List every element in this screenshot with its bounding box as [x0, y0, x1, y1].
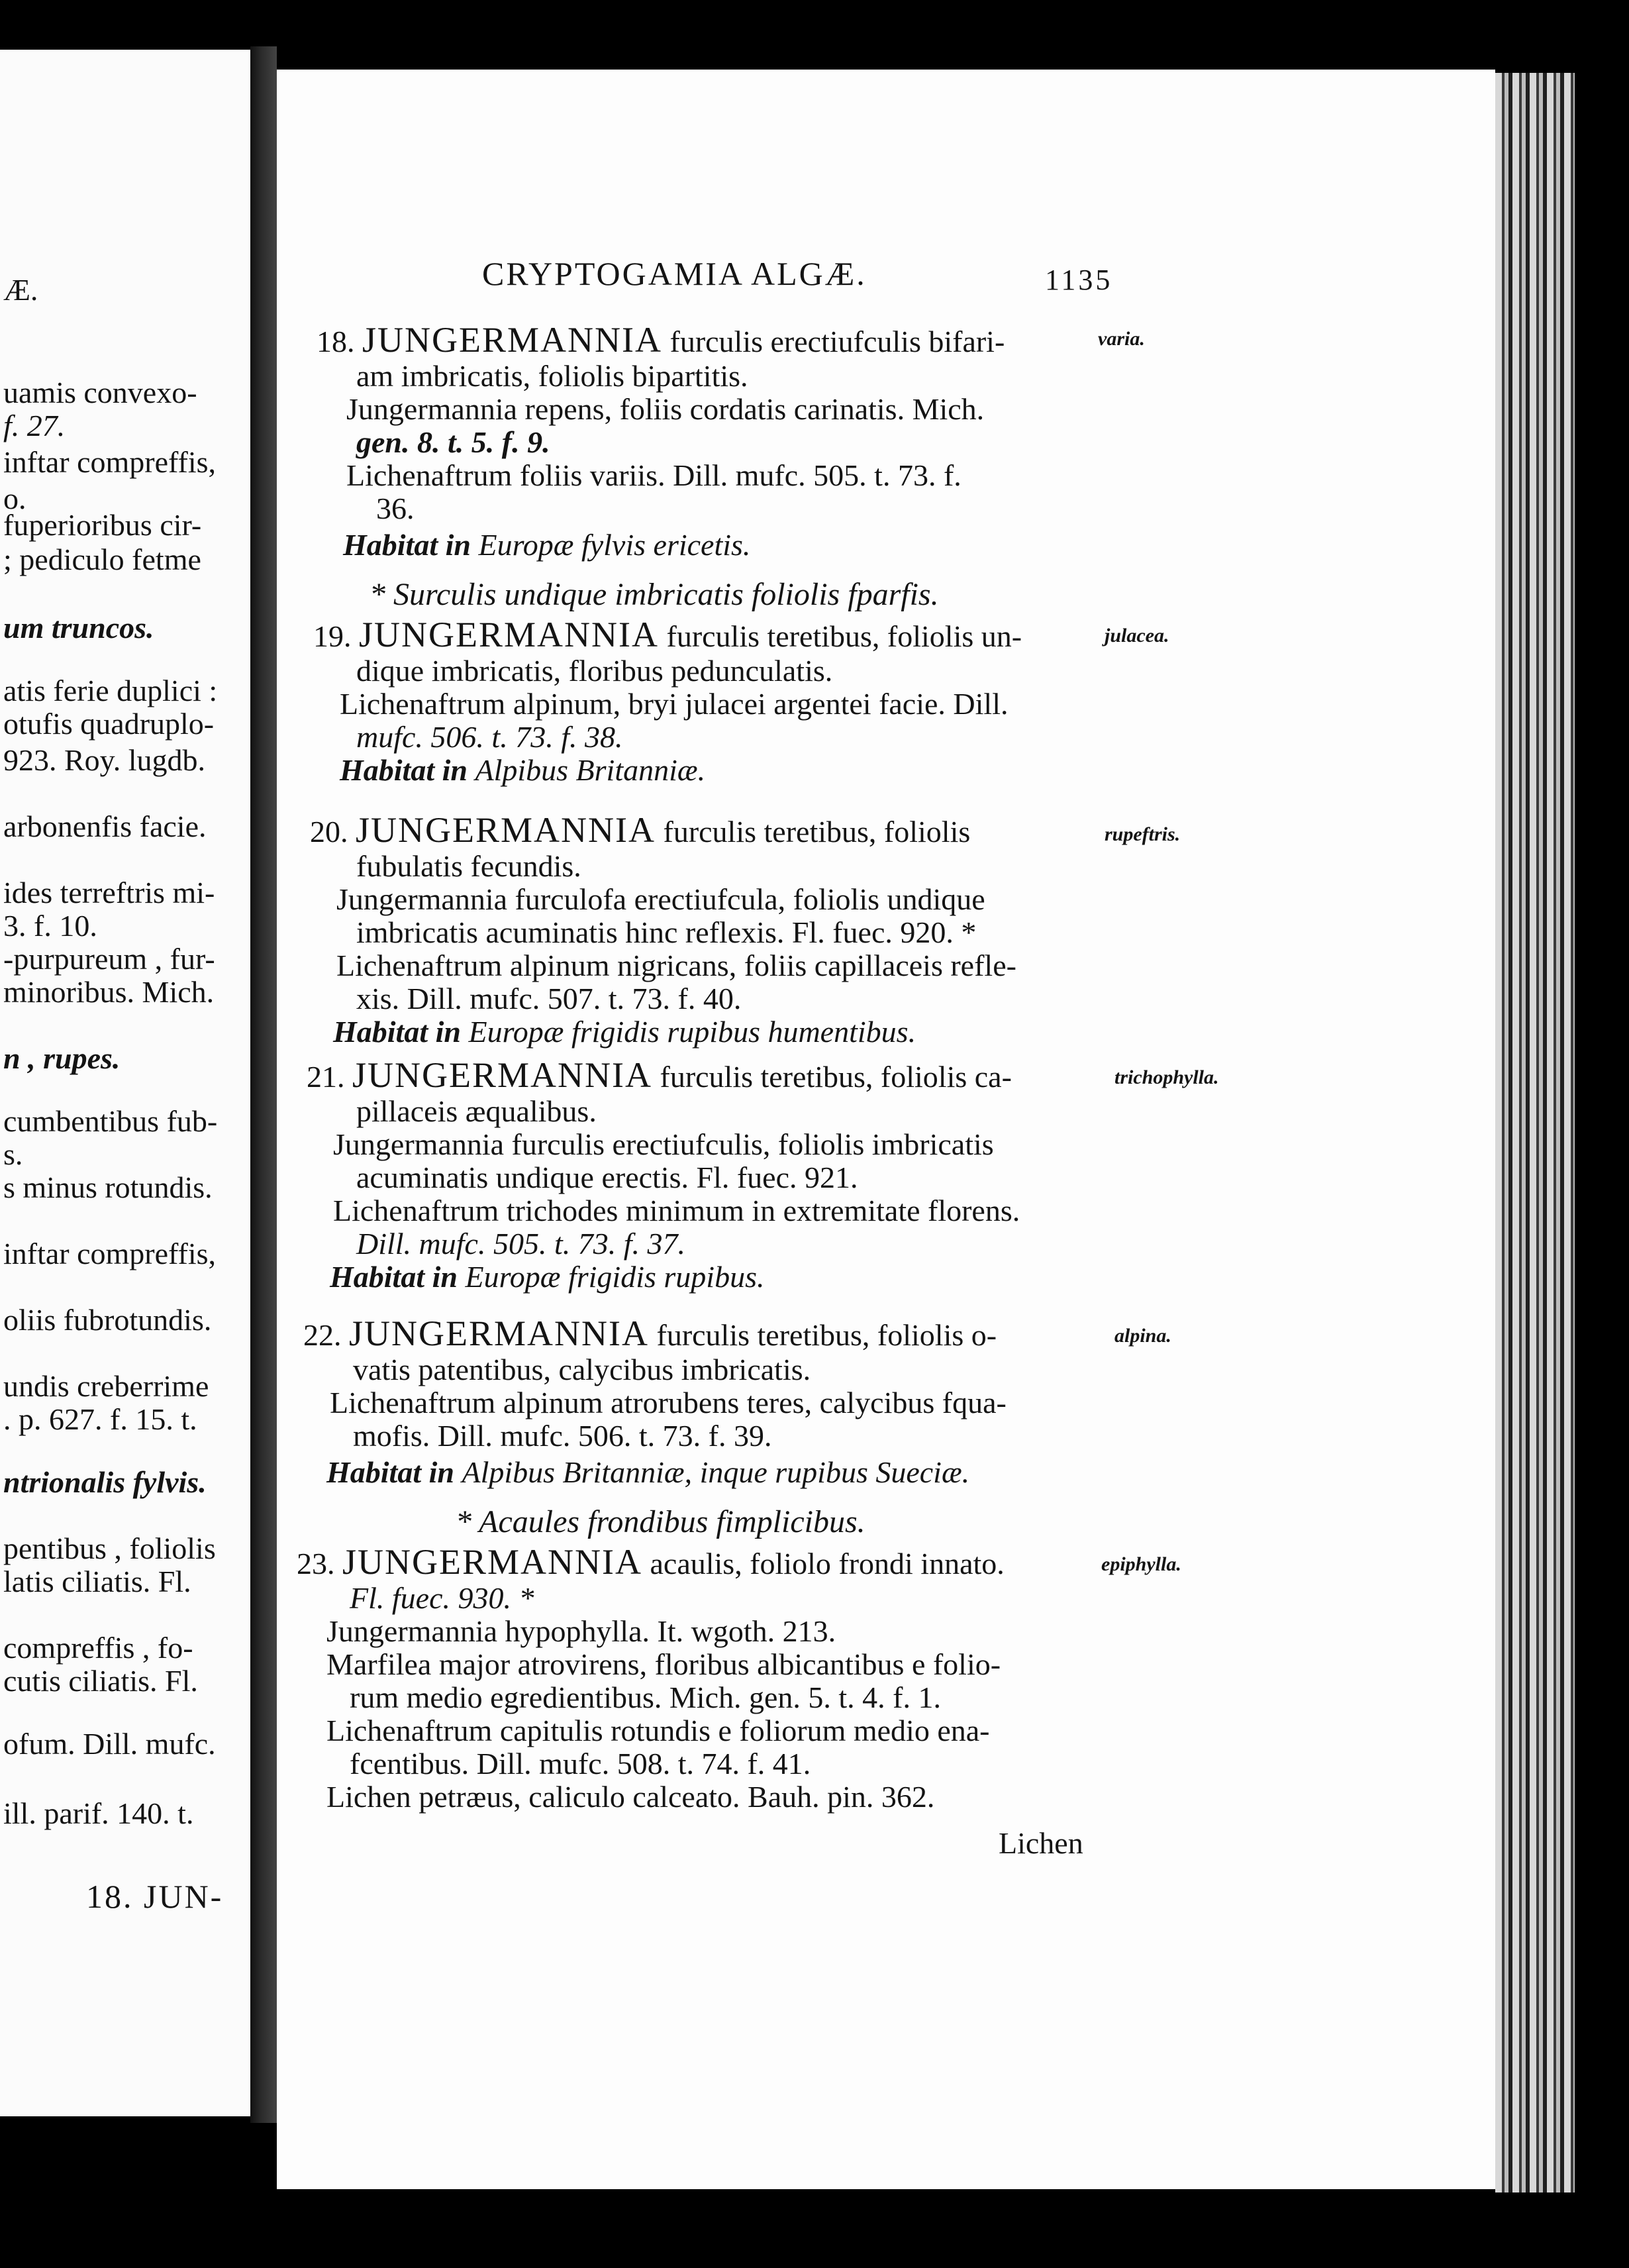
- entry-text: furculis teretibus, foliolis: [663, 815, 971, 849]
- entry-line: pillaceis æqualibus.: [356, 1094, 597, 1128]
- species-label: julacea.: [1105, 625, 1169, 646]
- genus-name: JUNGERMANNIA: [349, 1314, 649, 1353]
- right-page: [277, 70, 1495, 2189]
- genus-name: JUNGERMANNIA: [359, 615, 659, 654]
- entry-text: furculis erectiufculis bifari-: [669, 325, 1005, 358]
- habitat-label: Habitat in: [343, 528, 471, 562]
- entry-number: 22.: [303, 1318, 342, 1352]
- left-line: ; pediculo fetme: [3, 542, 201, 576]
- left-line: Æ.: [3, 273, 38, 307]
- habitat-text: Europæ frigidis rupibus.: [465, 1260, 765, 1294]
- left-line: atis ferie duplici :: [3, 674, 218, 707]
- left-line: ides terreftris mi-: [3, 876, 215, 909]
- entry-line: fubulatis fecundis.: [356, 849, 581, 883]
- species-label: trichophylla.: [1114, 1066, 1219, 1088]
- entry-line: vatis patentibus, calycibus imbricatis.: [353, 1353, 811, 1386]
- entry-line: Jungermannia furculis erectiufculis, foliolis imbricatis: [333, 1127, 994, 1161]
- left-catchword: 18. JUN-: [86, 1878, 224, 1915]
- entry-line: Jungermannia repens, foliis cordatis carinatis. Mich.: [346, 392, 985, 426]
- left-line: 923. Roy. lugdb.: [3, 743, 205, 777]
- section-heading: * Acaules frondibus fimplicibus.: [456, 1504, 865, 1539]
- left-page: [0, 50, 250, 2116]
- catchword: Lichen: [999, 1826, 1083, 1860]
- left-line: o.: [3, 482, 26, 515]
- entry-text: furculis teretibus, foliolis un-: [666, 619, 1022, 653]
- entry-line: Jungermannia furculofa erectiufcula, foliolis undique: [336, 882, 985, 916]
- entry-line: Jungermannia hypophylla. It. wgoth. 213.: [326, 1614, 836, 1648]
- habitat-label: Habitat in: [326, 1455, 454, 1489]
- left-line: pentibus , foliolis: [3, 1531, 216, 1565]
- left-line: inftar compreffis,: [3, 1237, 217, 1270]
- genus-name: JUNGERMANNIA: [362, 320, 662, 360]
- genus-name: JUNGERMANNIA: [352, 1055, 652, 1095]
- entry-19-line: [313, 616, 1022, 655]
- entry-number: 23.: [297, 1547, 335, 1580]
- left-line: inftar compreffis,: [3, 445, 217, 479]
- left-line: latis ciliatis. Fl.: [3, 1565, 191, 1598]
- left-line: um truncos.: [3, 611, 154, 644]
- entry-line: fcentibus. Dill. mufc. 508. t. 74. f. 41.: [350, 1747, 811, 1780]
- left-line: arbonenfis facie.: [3, 809, 207, 843]
- left-line: 3. f. 10.: [3, 909, 97, 943]
- entry-line: dique imbricatis, floribus pedunculatis.: [356, 654, 833, 688]
- entry-18-line: [317, 321, 1005, 360]
- left-line: n , rupes.: [3, 1041, 121, 1075]
- entry-number: 20.: [310, 815, 348, 849]
- entry-line: gen. 8. t. 5. f. 9.: [356, 425, 550, 459]
- left-line: minoribus. Mich.: [3, 975, 215, 1009]
- left-line: ntrionalis fylvis.: [3, 1465, 207, 1499]
- entry-line: Lichenaftrum foliis variis. Dill. mufc. 505. t. 73. f.: [346, 458, 962, 492]
- left-line: otufis quadruplo-: [3, 707, 215, 741]
- habitat-label: Habitat in: [330, 1260, 458, 1294]
- page-edges: [1495, 73, 1575, 2192]
- entry-23-line: [297, 1543, 1005, 1582]
- entry-line: Lichenaftrum alpinum nigricans, foliis capillaceis refle-: [336, 949, 1016, 982]
- entry-text: furculis teretibus, foliolis ca-: [660, 1060, 1012, 1094]
- genus-name: JUNGERMANNIA: [342, 1542, 642, 1582]
- habitat-line: [326, 1454, 969, 1491]
- page-number: 1135: [1045, 264, 1113, 296]
- entry-line: Marfilea major atrovirens, floribus albicantibus e folio-: [326, 1647, 1001, 1681]
- species-label: alpina.: [1114, 1325, 1171, 1347]
- entry-line: Dill. mufc. 505. t. 73. f. 37.: [356, 1227, 686, 1261]
- left-line: . p. 627. f. 15. t.: [3, 1402, 197, 1436]
- left-line: fuperioribus cir-: [3, 508, 202, 542]
- left-line: undis creberrime: [3, 1369, 209, 1403]
- habitat-label: Habitat in: [333, 1015, 461, 1049]
- entry-line: 36.: [376, 491, 415, 525]
- left-line: ofum. Dill. mufc.: [3, 1727, 216, 1761]
- left-line: f. 27.: [3, 409, 66, 442]
- habitat-text: Alpibus Britanniæ, inque rupibus Sueciæ.: [462, 1455, 970, 1489]
- left-line: s.: [3, 1137, 23, 1171]
- entry-line: mofis. Dill. mufc. 506. t. 73. f. 39.: [353, 1419, 772, 1453]
- habitat-text: Europæ frigidis rupibus humentibus.: [468, 1015, 916, 1049]
- habitat-text: Europæ fylvis ericetis.: [478, 528, 751, 562]
- left-line: cumbentibus fub-: [3, 1104, 218, 1138]
- genus-name: JUNGERMANNIA: [356, 810, 656, 850]
- entry-line: Lichenaftrum capitulis rotundis e foliorum medio ena-: [326, 1714, 990, 1747]
- entry-21-line: [307, 1057, 1012, 1096]
- left-line: cutis ciliatis. Fl.: [3, 1664, 198, 1698]
- entry-number: 18.: [317, 325, 355, 358]
- entry-line: acuminatis undique erectis. Fl. fuec. 921.: [356, 1160, 858, 1194]
- entry-text: acaulis, foliolo frondi innato.: [650, 1547, 1005, 1580]
- species-label: epiphylla.: [1101, 1553, 1181, 1575]
- habitat-line: [333, 1013, 916, 1051]
- entry-20-line: [310, 811, 970, 850]
- left-line: compreffis , fo-: [3, 1631, 193, 1665]
- entry-line: rum medio egredientibus. Mich. gen. 5. t. 4. f. 1.: [350, 1680, 942, 1714]
- entry-line: Lichenaftrum alpinum atrorubens teres, calycibus fqua-: [330, 1386, 1007, 1419]
- species-label: varia.: [1098, 328, 1145, 350]
- habitat-line: [340, 752, 705, 789]
- habitat-label: Habitat in: [340, 753, 468, 787]
- habitat-text: Alpibus Britanniæ.: [475, 753, 706, 787]
- entry-line: Lichen petræus, caliculo calceato. Bauh. pin. 362.: [326, 1780, 935, 1814]
- entry-line: xis. Dill. mufc. 507. t. 73. f. 40.: [356, 982, 742, 1015]
- entry-line: mufc. 506. t. 73. f. 38.: [356, 720, 623, 754]
- entry-number: 19.: [313, 619, 352, 653]
- habitat-line: [343, 527, 750, 564]
- entry-line: imbricatis acuminatis hinc reflexis. Fl. fuec. 920. *: [356, 915, 977, 949]
- entry-line: Fl. fuec. 930. *: [350, 1581, 534, 1615]
- running-title: CRYPTOGAMIA ALGÆ.: [482, 255, 867, 292]
- entry-line: Lichenaftrum alpinum, bryi julacei argentei facie. Dill.: [340, 687, 1009, 721]
- entry-number: 21.: [307, 1060, 345, 1094]
- species-label: rupeftris.: [1105, 823, 1181, 845]
- left-line: oliis fubrotundis.: [3, 1303, 212, 1337]
- entry-22-line: [303, 1315, 997, 1354]
- left-line: -purpureum , fur-: [3, 942, 215, 976]
- left-line: uamis convexo-: [3, 376, 197, 409]
- habitat-line: [330, 1259, 764, 1296]
- book-gutter: [250, 46, 277, 2123]
- section-heading: * Surculis undique imbricatis foliolis fparfis.: [370, 577, 939, 612]
- left-line: s minus rotundis.: [3, 1170, 213, 1204]
- entry-text: furculis teretibus, foliolis o-: [656, 1318, 997, 1352]
- left-line: ill. parif. 140. t.: [3, 1796, 194, 1830]
- entry-line: Lichenaftrum trichodes minimum in extremitate florens.: [333, 1194, 1020, 1227]
- entry-line: am imbricatis, foliolis bipartitis.: [356, 359, 748, 393]
